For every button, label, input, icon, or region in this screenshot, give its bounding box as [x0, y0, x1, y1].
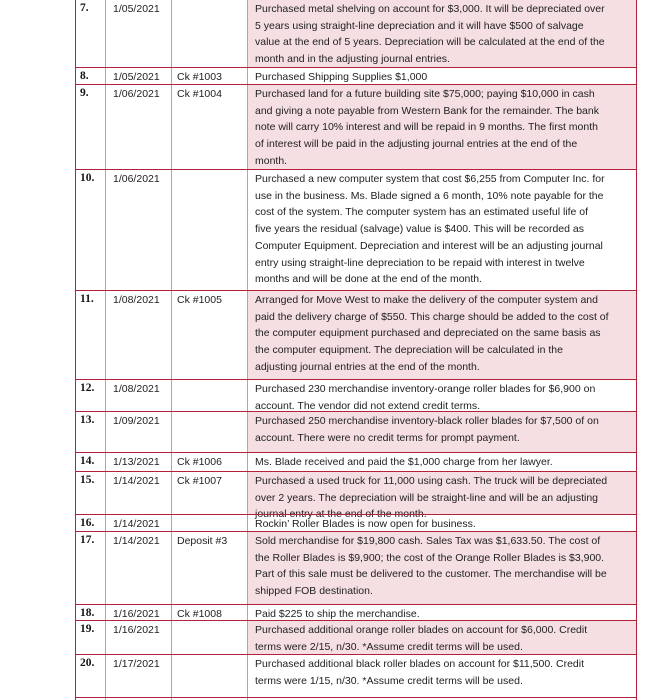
transaction-row — [75, 453, 637, 472]
transaction-reference: Ck #1005 — [172, 291, 248, 380]
row-divider — [75, 67, 637, 68]
description-line: Purchased metal shelving on account for $3,000. It will be depreciated over — [255, 3, 605, 15]
transaction-number: 20. — [75, 655, 106, 700]
description-line: Sold merchandise for $19,800 cash. Sales Tax was $1,633.50. The cost of — [255, 535, 601, 547]
transaction-description — [248, 380, 637, 412]
description-line: Purchased 230 merchandise inventory-orange roller blades for $6,900 on — [255, 383, 596, 395]
row-divider — [75, 290, 637, 291]
description-line: Arranged for Move West to make the delivery of the computer system and — [255, 294, 598, 306]
transaction-row — [75, 605, 637, 621]
transaction-description — [248, 655, 637, 700]
transaction-date: 1/05/2021 — [106, 0, 172, 68]
transaction-number: 19. — [75, 621, 106, 655]
transaction-reference: Ck #1007 — [172, 472, 248, 515]
description-line: value at the end of 5 years. Depreciation will be calculated at the end of the — [255, 36, 605, 49]
description-line: account. There were no credit terms for prompt payment. — [255, 431, 520, 444]
transaction-date: 1/17/2021 — [106, 655, 172, 700]
transaction-reference: Ck #1004 — [172, 85, 248, 170]
transaction-date: 1/08/2021 — [106, 380, 172, 412]
description-line: journal entry at the end of the month. — [255, 508, 427, 521]
transaction-reference: Ck #1003 — [172, 68, 248, 85]
row-divider — [75, 471, 637, 472]
description-line: over 2 years. The depreciation will be straight-line and will be an adjusting — [255, 491, 598, 504]
description-line: Ms. Blade received and paid the $1,000 charge from her lawyer. — [255, 456, 553, 468]
transaction-number: 14. — [75, 453, 106, 472]
description-line: Part of this sale must be delivered to the customer. The merchandise will be — [255, 568, 607, 581]
transaction-row — [75, 85, 637, 170]
row-divider — [75, 620, 637, 621]
description-line: Computer Equipment. Depreciation and interest will be an adjusting journal — [255, 239, 603, 252]
description-line: months and will be done at the end of the month. — [255, 273, 483, 286]
transaction-description — [248, 605, 637, 621]
transaction-number: 15. — [75, 472, 106, 515]
transaction-description — [248, 412, 637, 453]
transaction-reference: Ck #1008 — [172, 605, 248, 621]
transaction-date: 1/05/2021 — [106, 68, 172, 85]
description-line: Purchased additional orange roller blades on account for $6,000. Credit — [255, 624, 588, 636]
transaction-row — [75, 0, 637, 68]
transaction-row — [75, 655, 637, 700]
transaction-description — [248, 68, 637, 85]
transaction-row — [75, 412, 637, 453]
description-line: and giving a note payable from Western Bank for the remainder. The bank — [255, 104, 599, 117]
transaction-date: 1/16/2021 — [106, 605, 172, 621]
transaction-reference: Ck #1006 — [172, 453, 248, 472]
transaction-date: 1/13/2021 — [106, 453, 172, 472]
transaction-description — [248, 515, 637, 532]
description-line: entry using straight-line depreciation to be repaid with interest in twelve — [255, 256, 585, 269]
description-line: Purchased a new computer system that cost $6,255 from Computer Inc. for — [255, 173, 605, 185]
transaction-number: 7. — [75, 0, 106, 68]
description-line: adjusting journal entries at the end of the month. — [255, 360, 480, 373]
transaction-date: 1/16/2021 — [106, 621, 172, 655]
row-divider — [75, 169, 637, 170]
transaction-description — [248, 85, 637, 170]
transaction-row — [75, 532, 637, 605]
description-line: Rockin’ Roller Blades is now open for business. — [255, 518, 476, 530]
row-divider — [75, 514, 637, 515]
row-divider — [75, 452, 637, 453]
transaction-number: 8. — [75, 68, 106, 85]
description-line: use in the business. Ms. Blade signed a 6 month, 10% note payable for the — [255, 189, 604, 202]
transaction-row — [75, 291, 637, 380]
transaction-description — [248, 0, 637, 68]
description-line: account. The vendor did not extend credit terms. — [255, 399, 481, 412]
row-divider — [75, 379, 637, 380]
transaction-date: 1/14/2021 — [106, 532, 172, 605]
transaction-reference — [172, 380, 248, 412]
description-line: the Roller Blades is $9,900; the cost of the Orange Roller Blades is $3,900. — [255, 551, 605, 564]
transaction-reference — [172, 515, 248, 532]
transaction-date: 1/06/2021 — [106, 85, 172, 170]
description-line: 5 years using straight-line depreciation and it will have $500 of salvage — [255, 19, 584, 32]
description-line: Purchased additional black roller blades on account for $11,500. Credit — [255, 658, 585, 670]
transaction-number: 18. — [75, 605, 106, 621]
table-bottom-border — [75, 697, 637, 698]
transaction-number: 17. — [75, 532, 106, 605]
transaction-row — [75, 380, 637, 412]
transaction-number: 12. — [75, 380, 106, 412]
description-line: the computer equipment. The depreciation will be calculated in the — [255, 344, 563, 357]
row-divider — [75, 654, 637, 655]
description-line: terms were 1/15, n/30. *Assume credit terms will be used. — [255, 674, 523, 687]
description-line: five years the residual (salvage) value is $400. This will be recorded as — [255, 223, 584, 236]
transaction-description — [248, 291, 637, 380]
transaction-row — [75, 515, 637, 532]
transaction-date: 1/09/2021 — [106, 412, 172, 453]
transaction-description — [248, 453, 637, 472]
description-line: Purchased Shipping Supplies $1,000 — [255, 71, 428, 83]
description-line: cost of the system. The computer system has an estimated useful life of — [255, 206, 589, 219]
description-line: paid the delivery charge of $550. This charge should be added to the cost of — [255, 310, 609, 323]
transaction-row — [75, 68, 637, 85]
transaction-date: 1/14/2021 — [106, 515, 172, 532]
description-line: of interest will be paid in the adjusting journal entries at the end of the — [255, 138, 578, 151]
transaction-number: 10. — [75, 170, 106, 291]
transaction-description — [248, 532, 637, 605]
transaction-description — [248, 621, 637, 655]
transaction-row — [75, 472, 637, 521]
transaction-date: 1/06/2021 — [106, 170, 172, 291]
description-line: Purchased a used truck for 11,000 using cash. The truck will be depreciated — [255, 475, 608, 487]
transaction-number: 16. — [75, 515, 106, 532]
description-line: Purchased land for a future building site $75,000; paying $10,000 in cash — [255, 88, 595, 100]
description-line: month and in the adjusting journal entries. — [255, 53, 450, 66]
transaction-date: 1/08/2021 — [106, 291, 172, 380]
transaction-reference — [172, 0, 248, 68]
row-divider — [75, 84, 637, 85]
transaction-row — [75, 170, 637, 291]
transaction-description — [248, 472, 637, 521]
description-line: terms were 2/15, n/30. *Assume credit terms will be used. — [255, 640, 523, 653]
transaction-number: 9. — [75, 85, 106, 170]
description-line: the computer equipment purchased and depreciated on the same basis as — [255, 327, 601, 340]
transaction-reference — [172, 170, 248, 291]
transaction-date: 1/14/2021 — [106, 472, 172, 515]
transaction-number: 13. — [75, 412, 106, 453]
row-divider — [75, 604, 637, 605]
description-line: Paid $225 to ship the merchandise. — [255, 608, 420, 620]
row-divider — [75, 411, 637, 412]
transaction-reference — [172, 655, 248, 700]
transaction-reference — [172, 412, 248, 453]
description-line: Purchased 250 merchandise inventory-black roller blades for $7,500 of on — [255, 415, 599, 427]
transaction-number: 11. — [75, 291, 106, 380]
transaction-description — [248, 170, 637, 291]
row-divider — [75, 531, 637, 532]
description-line: note will carry 10% interest and will be repaid in 9 months. The first month — [255, 121, 598, 134]
transaction-reference — [172, 621, 248, 655]
description-line: month. — [255, 154, 288, 167]
description-line: shipped FOB destination. — [255, 585, 373, 598]
transaction-reference: Deposit #3 — [172, 532, 248, 605]
transaction-row — [75, 621, 637, 655]
